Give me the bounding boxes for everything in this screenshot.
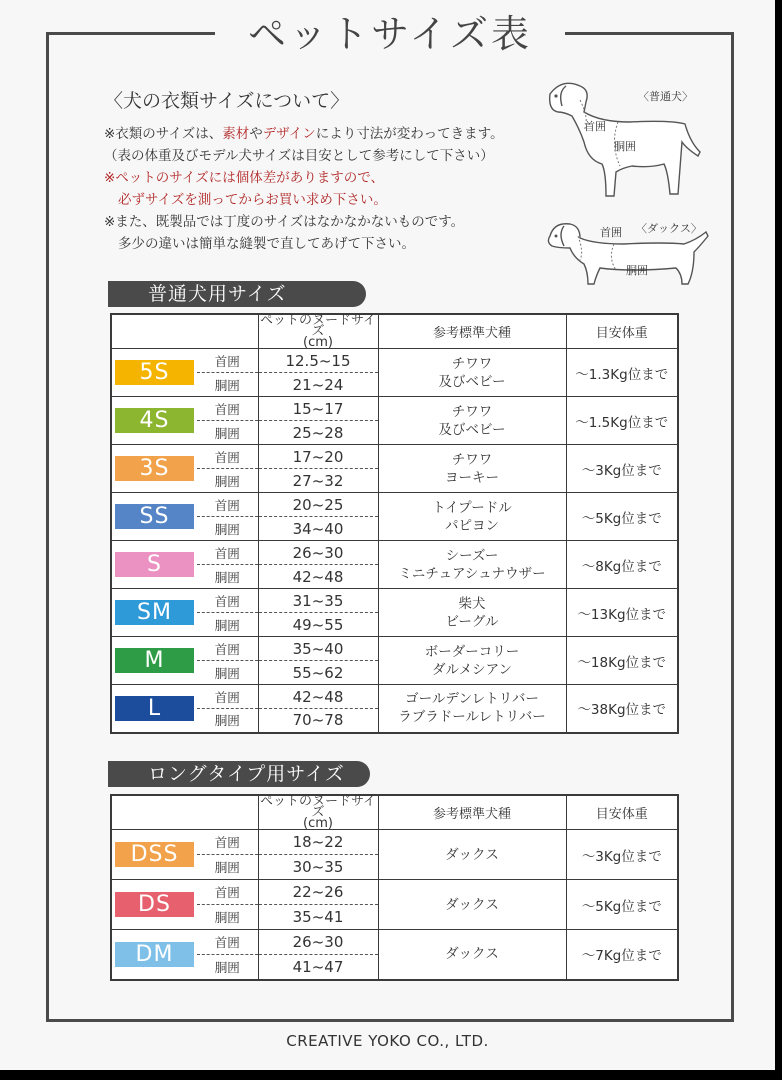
breed-cell	[378, 880, 566, 930]
table-row	[111, 445, 678, 469]
weight-value: ～38Kg位まで	[566, 685, 678, 733]
breed-cell	[378, 685, 566, 733]
neck-value: 31~35	[258, 589, 378, 613]
note-text: ※衣類のサイズは、	[104, 126, 223, 142]
table-row	[111, 397, 678, 421]
neck-value: 35~40	[258, 637, 378, 661]
neck-value: 20~25	[258, 493, 378, 517]
neck-label: 首囲	[197, 493, 258, 517]
size-badge: SM	[115, 600, 194, 625]
weight-value: ～1.3Kg位まで	[566, 349, 678, 397]
breed-cell	[378, 349, 566, 397]
size-badge: DM	[115, 942, 194, 967]
neck-value: 12.5~15	[258, 349, 378, 373]
note-line-5: ※また、既製品では丁度のサイズはなかなかないものです。	[104, 214, 465, 230]
body-value: 35~41	[258, 905, 378, 930]
breed-line: チワワ	[451, 403, 493, 420]
weight-value: ～1.5Kg位まで	[566, 397, 678, 445]
breed-cell	[378, 589, 566, 637]
body-value: 42~48	[258, 565, 378, 589]
weight-value: ～13Kg位まで	[566, 589, 678, 637]
note-text: により寸法が変わってきます。	[315, 126, 504, 142]
note-text: や	[249, 126, 263, 142]
breed-line: ダックス	[445, 896, 499, 913]
neck-label: 首囲	[197, 397, 258, 421]
neck-value: 26~30	[258, 930, 378, 955]
dachshund-body-label: 胴囲	[626, 264, 648, 277]
neck-value: 17~20	[258, 445, 378, 469]
size-badge: DS	[115, 892, 194, 917]
table-row	[111, 930, 678, 955]
body-label: 胴囲	[197, 905, 258, 930]
breed-line: シーズー	[445, 547, 499, 564]
size-badge-cell	[111, 685, 197, 733]
neck-value: 18~22	[258, 830, 378, 855]
breed-line: 柴犬	[458, 595, 486, 612]
header-weight: 目安体重	[566, 314, 678, 349]
header-diagonal-cell	[111, 795, 258, 830]
body-label: 胴囲	[197, 613, 258, 637]
note-line-6: 多少の違いは簡単な縫製で直してあげて下さい。	[118, 236, 415, 252]
company-footer: CREATIVE YOKO CO., LTD.	[286, 1032, 489, 1050]
breed-line: ヨーキー	[445, 469, 499, 486]
body-value: 21~24	[258, 373, 378, 397]
dachshund-neck-label: 首囲	[600, 226, 622, 239]
header-unit-label: (cm)	[303, 335, 333, 350]
weight-value: ～18Kg位まで	[566, 637, 678, 685]
body-value: 49~55	[258, 613, 378, 637]
weight-value: ～7Kg位まで	[566, 930, 678, 980]
breed-cell	[378, 541, 566, 589]
table-row	[111, 637, 678, 661]
note-line-2: （表の体重及びモデル犬サイズは目安として参考にして下さい）	[104, 148, 494, 164]
breed-line: ダルメシアン	[431, 661, 513, 678]
breed-line: ビーグル	[445, 613, 499, 630]
breed-line: ミニチュアシュナウザー	[398, 565, 546, 582]
neck-label: 首囲	[197, 349, 258, 373]
breed-cell	[378, 930, 566, 980]
breed-cell	[378, 830, 566, 880]
body-value: 27~32	[258, 469, 378, 493]
body-label: 胴囲	[197, 565, 258, 589]
size-badge: S	[115, 552, 194, 577]
normal-dog-body-label: 胴囲	[614, 140, 636, 153]
breed-cell	[378, 493, 566, 541]
size-badge-cell	[111, 830, 197, 880]
table-body-normal	[111, 349, 678, 733]
weight-value: ～5Kg位まで	[566, 880, 678, 930]
neck-label: 首囲	[197, 541, 258, 565]
neck-label: 首囲	[197, 830, 258, 855]
header-nude-size	[258, 795, 378, 830]
table-header-row	[111, 795, 678, 830]
breed-cell	[378, 445, 566, 493]
size-badge-cell	[111, 637, 197, 685]
normal-dog-type: 〈普通犬〉	[638, 90, 693, 103]
size-badge: L	[115, 696, 194, 721]
body-label: 胴囲	[197, 709, 258, 733]
size-badge-cell	[111, 589, 197, 637]
size-badge: SS	[115, 504, 194, 529]
table-row	[111, 685, 678, 709]
weight-value: ～8Kg位まで	[566, 541, 678, 589]
size-badge: 4S	[115, 408, 194, 433]
note-highlight-design: デザイン	[262, 126, 316, 142]
note-line-1	[104, 122, 504, 142]
size-badge-cell	[111, 541, 197, 589]
breed-line: トイプードル	[432, 499, 512, 516]
size-badge: DSS	[115, 842, 194, 867]
note-line-3: ※ペットのサイズには個体差がありますので、	[104, 170, 384, 186]
table-row	[111, 830, 678, 855]
breed-line: チワワ	[451, 355, 493, 372]
neck-value: 15~17	[258, 397, 378, 421]
neck-value: 22~26	[258, 880, 378, 905]
body-label: 胴囲	[197, 955, 258, 980]
body-label: 胴囲	[197, 373, 258, 397]
breed-line: ダックス	[445, 846, 499, 863]
body-value: 41~47	[258, 955, 378, 980]
section-title-long: ロングタイプ用サイズ	[108, 761, 370, 787]
table-row	[111, 880, 678, 905]
header-diagonal-cell	[111, 314, 258, 349]
note-line-4: 必ずサイズを測ってからお買い求め下さい。	[118, 192, 387, 208]
body-value: 30~35	[258, 855, 378, 880]
header-unit-label: (cm)	[303, 816, 333, 831]
weight-value: ～5Kg位まで	[566, 493, 678, 541]
table-row	[111, 541, 678, 565]
size-badge-cell	[111, 493, 197, 541]
title-area	[215, 8, 565, 60]
size-badge: M	[115, 648, 194, 673]
neck-value: 42~48	[258, 685, 378, 709]
header-nude-label: ペットのヌードサイズ	[259, 794, 377, 820]
note-highlight-material: 素材	[222, 126, 250, 142]
header-weight: 目安体重	[566, 795, 678, 830]
section-title-normal: 普通犬用サイズ	[108, 281, 366, 307]
body-label: 胴囲	[197, 421, 258, 445]
size-badge-cell	[111, 397, 197, 445]
breed-cell	[378, 637, 566, 685]
table-row	[111, 493, 678, 517]
breed-line: 及びベビー	[438, 373, 506, 390]
body-label: 胴囲	[197, 517, 258, 541]
neck-label: 首囲	[197, 685, 258, 709]
neck-label: 首囲	[197, 930, 258, 955]
table-body-long	[111, 830, 678, 980]
size-table-normal	[110, 313, 679, 734]
size-badge-cell	[111, 445, 197, 493]
table-row	[111, 589, 678, 613]
neck-value: 26~30	[258, 541, 378, 565]
neck-label: 首囲	[197, 589, 258, 613]
normal-dog-neck-label: 首囲	[584, 120, 606, 133]
size-badge-cell	[111, 930, 197, 980]
body-label: 胴囲	[197, 469, 258, 493]
page-title: ペットサイズ表	[248, 12, 532, 56]
table-row	[111, 349, 678, 373]
breed-cell	[378, 397, 566, 445]
neck-label: 首囲	[197, 880, 258, 905]
body-label: 胴囲	[197, 661, 258, 685]
size-badge: 5S	[115, 360, 194, 385]
size-badge: 3S	[115, 456, 194, 481]
header-nude-label: ペットのヌードサイズ	[259, 313, 377, 339]
about-heading: 〈犬の衣類サイズについて〉	[104, 90, 350, 112]
header-breed: 参考標準犬種	[378, 795, 566, 830]
body-value: 25~28	[258, 421, 378, 445]
weight-value: ～3Kg位まで	[566, 445, 678, 493]
breed-line: ダックス	[445, 946, 499, 963]
breed-line: 及びベビー	[438, 421, 506, 438]
weight-value: ～3Kg位まで	[566, 830, 678, 880]
header-nude-size	[258, 314, 378, 349]
breed-line: チワワ	[451, 451, 493, 468]
header-breed: 参考標準犬種	[378, 314, 566, 349]
dachshund-type: 〈ダックス〉	[636, 222, 702, 235]
breed-line: ラブラドールレトリバー	[398, 709, 546, 726]
neck-label: 首囲	[197, 445, 258, 469]
body-value: 55~62	[258, 661, 378, 685]
size-badge-cell	[111, 349, 197, 397]
size-table-long	[110, 794, 679, 981]
body-value: 34~40	[258, 517, 378, 541]
body-label: 胴囲	[197, 855, 258, 880]
breed-line: パピヨン	[445, 517, 499, 534]
size-badge-cell	[111, 880, 197, 930]
neck-label: 首囲	[197, 637, 258, 661]
breed-line: ゴールデンレトリバー	[405, 691, 539, 708]
breed-line: ボーダーコリー	[424, 643, 520, 660]
table-header-row	[111, 314, 678, 349]
body-value: 70~78	[258, 709, 378, 733]
